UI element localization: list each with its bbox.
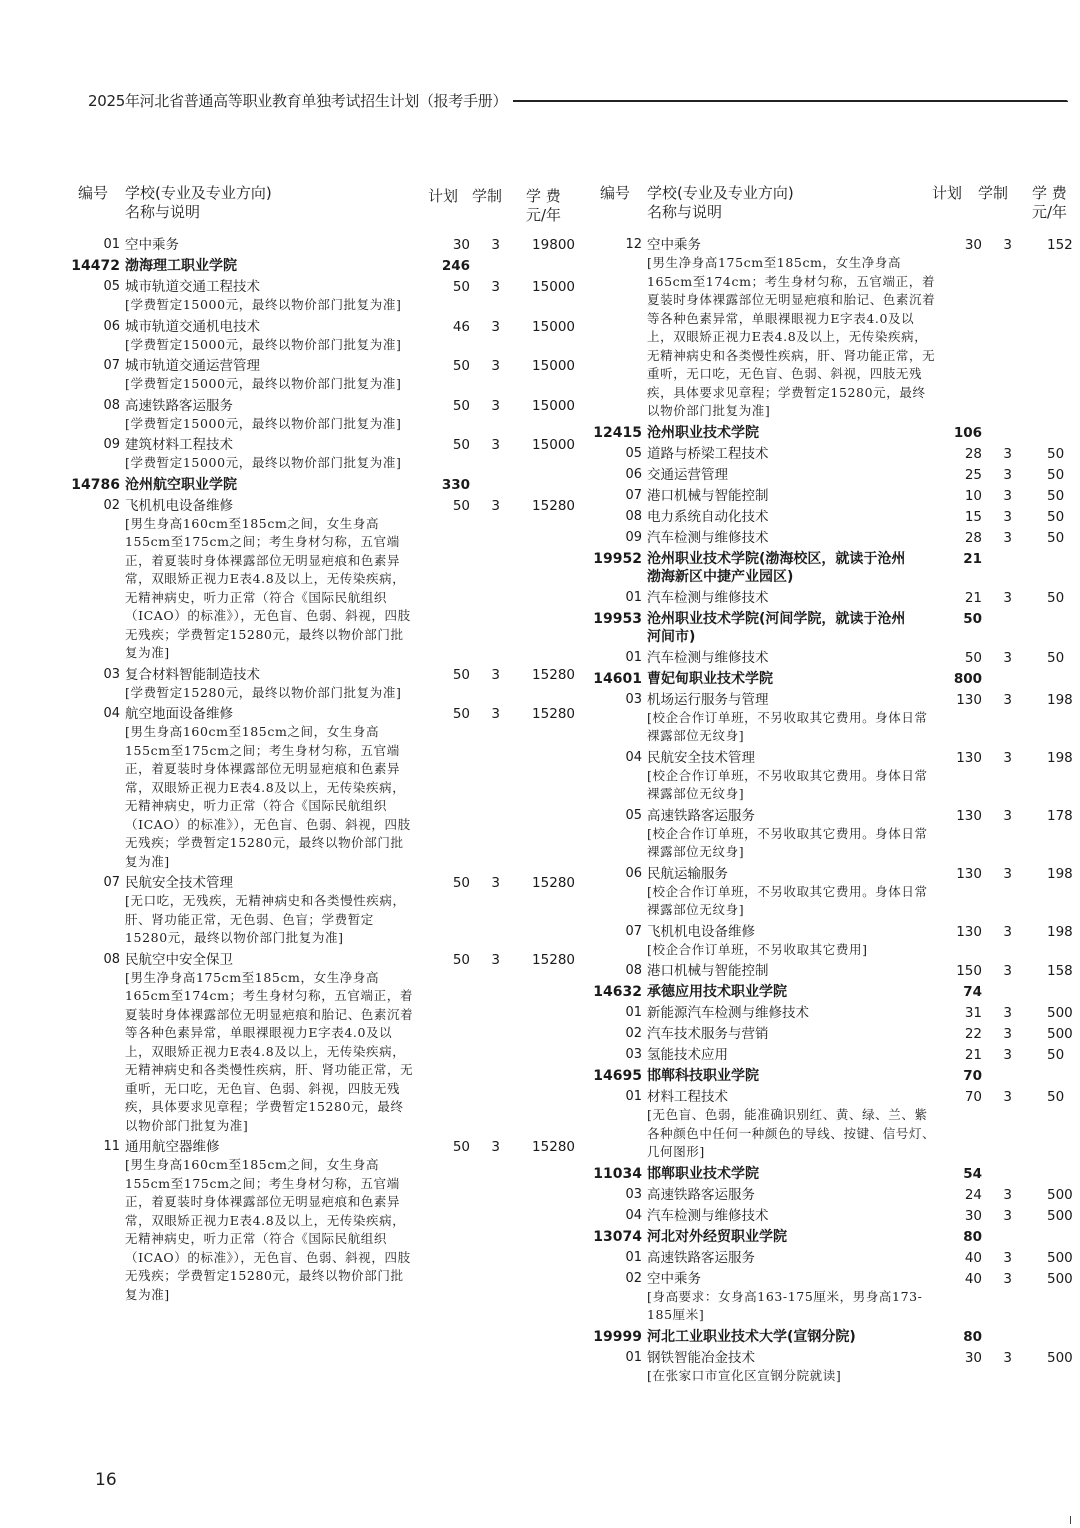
- major-code: 02: [103, 497, 120, 513]
- tuition-fee: 500: [1047, 1005, 1073, 1021]
- major-code: 03: [625, 1186, 642, 1202]
- study-years: 3: [1003, 923, 1012, 940]
- tuition-fee: 15000: [532, 437, 575, 453]
- major-name: 氢能技术应用: [647, 1047, 728, 1063]
- major-code: 03: [103, 666, 120, 682]
- major-code: 04: [625, 1207, 642, 1223]
- school-row: [592, 1328, 1080, 1346]
- study-years: 3: [491, 706, 500, 722]
- tuition-fee: 178: [1047, 807, 1073, 824]
- study-years: 3: [1003, 1089, 1012, 1105]
- tuition-fee: 198: [1047, 865, 1073, 882]
- tuition-fee: 198: [1047, 923, 1073, 940]
- plan-count: 50: [452, 1139, 470, 1155]
- plan-count: 30: [964, 1207, 982, 1224]
- tuition-fee: 50: [1047, 529, 1065, 546]
- major-code: 04: [625, 749, 642, 765]
- school-code: 19953: [593, 610, 642, 627]
- school-row: [592, 610, 1080, 646]
- plan-count: 21: [964, 589, 982, 606]
- major-note: [学费暂定15000元，最终以物价部门批复为准]: [125, 415, 402, 431]
- major-name: 空中乘务: [647, 1270, 701, 1287]
- header-fee-line1: 学 费: [526, 187, 561, 205]
- plan-count: 130: [956, 691, 982, 708]
- major-name: 城市轨道交通机电技术: [125, 318, 260, 335]
- major-row: [70, 705, 580, 723]
- major-name: 复合材料智能制造技术: [125, 666, 260, 683]
- plan-count: 70: [963, 1068, 982, 1084]
- major-row: [592, 923, 1080, 941]
- major-name: 航空地面设备维修: [125, 706, 233, 722]
- major-note: [校企合作订单班，不另收取其它费用。身体日常裸露部位无纹身]: [647, 709, 928, 743]
- plan-count: 130: [956, 865, 982, 882]
- header-name-line1: 学校(专业及专业方向): [125, 184, 272, 202]
- major-code: 05: [103, 279, 120, 294]
- study-years: 3: [1003, 807, 1012, 824]
- study-years: 3: [491, 358, 500, 374]
- study-years: 3: [491, 666, 500, 683]
- study-years: 3: [491, 279, 500, 295]
- tuition-fee: 50: [1047, 508, 1065, 525]
- study-years: 3: [1003, 445, 1012, 462]
- major-code: 06: [625, 865, 642, 881]
- major-name: 汽车检测与维修技术: [647, 589, 769, 606]
- plan-count: 50: [452, 875, 470, 891]
- major-name: 机场运行服务与管理: [647, 691, 769, 708]
- plan-count: 130: [956, 807, 982, 824]
- plan-count: 30: [452, 237, 470, 253]
- major-row: [70, 357, 580, 375]
- major-code: 08: [103, 951, 120, 967]
- major-name: 城市轨道交通运营管理: [125, 358, 260, 374]
- major-row: [70, 874, 580, 892]
- school-row: [592, 670, 1080, 688]
- major-code: 08: [625, 963, 642, 978]
- school-row: [592, 424, 1080, 442]
- header-plan: 计划: [932, 184, 963, 202]
- tuition-fee: 50: [1047, 466, 1065, 483]
- major-row: [592, 589, 1080, 607]
- major-code: 07: [625, 487, 642, 503]
- plan-count: 50: [452, 666, 470, 683]
- study-years: 3: [1003, 1270, 1012, 1287]
- major-row: [592, 807, 1080, 825]
- major-note: [校企合作订单班，不另收取其它费用]: [647, 941, 868, 957]
- major-note: [男生身高160cm至185cm之间，女生身高155cm至175cm之间；考生身材匀称，五官端正，着夏装时身体裸露部位无明显疤痕和色素异常，双眼矫正视力E表4.8及以上，无传染疾病，无精神病史，听力正常（符合《国际民航组织（ICAO）的标准》），无色盲、色弱、斜视，四肢无残疾；学费暂定15280元，最终以物价部门批复为准]: [125, 515, 411, 660]
- plan-count: 10: [964, 487, 982, 504]
- major-name: 钢铁智能冶金技术: [647, 1349, 755, 1366]
- plan-count: 40: [964, 1249, 982, 1266]
- major-note: [学费暂定15280元，最终以物价部门批复为准]: [125, 684, 402, 700]
- major-name: 汽车检测与维修技术: [647, 529, 769, 546]
- school-name: 承德应用技术职业学院: [647, 984, 787, 1000]
- plan-count: 130: [956, 749, 982, 766]
- study-years: 3: [1003, 508, 1012, 525]
- study-years: 3: [1003, 529, 1012, 546]
- plan-count: 106: [953, 424, 982, 441]
- plan-count: 800: [953, 670, 982, 687]
- school-code: 19999: [593, 1328, 642, 1345]
- tuition-fee: 15280: [532, 951, 575, 968]
- tuition-fee: 50: [1047, 589, 1065, 606]
- major-row: [592, 236, 1080, 254]
- tuition-fee: 15280: [532, 666, 575, 683]
- tuition-fee: 198: [1047, 691, 1073, 708]
- school-name: 渤海理工职业学院: [125, 258, 237, 274]
- major-row: [592, 1186, 1080, 1204]
- major-note: [无口吃，无残疾，无精神病史和各类慢性疾病，肝、肾功能正常，无色弱、色盲；学费暂定15280元，最终以物价部门批复为准]: [125, 893, 406, 945]
- major-row: [592, 1046, 1080, 1064]
- school-name: 沧州航空职业学院: [125, 476, 237, 493]
- major-note: [男生净身高175cm至185cm，女生净身高165cm至174cm；考生身材匀称，五官端正，着夏装时身体裸露部位无明显疤痕和胎记、色素沉着等各种色素异常，单眼裸眼视力E字表4.0及以上，双眼矫正视力E表4.8及以上，无传染疾病，无精神病史和各类慢性疾病，肝、肾功能正常，无重听，无口吃，无色盲、色弱、斜视，四肢无残疾，具体要求见章程；学费暂定15280元，最终以物价部门批复为准]: [647, 255, 936, 418]
- major-row: [592, 1025, 1080, 1043]
- major-row: [592, 466, 1080, 484]
- major-row: [592, 691, 1080, 709]
- major-row: [592, 1349, 1080, 1367]
- school-name: 邯郸职业技术学院: [647, 1165, 759, 1182]
- major-note: [男生净身高175cm至185cm，女生净身高165cm至174cm；考生身材匀称，五官端正，着夏装时身体裸露部位无明显疤痕和胎记、色素沉着等各种色素异常，单眼裸眼视力E字表4.0及以上，双眼矫正视力E表4.8及以上，无传染疾病，无精神病史和各类慢性疾病，肝、肾功能正常，无重听，无口吃，无色盲、色弱、斜视，四肢无残疾，具体要求见章程；学费暂定15280元，最终以物价部门批复为准]: [125, 969, 414, 1133]
- school-code: 13074: [593, 1228, 642, 1245]
- tuition-fee: 198: [1047, 749, 1073, 766]
- school-row: [592, 1228, 1080, 1246]
- major-code: 02: [625, 1270, 642, 1286]
- major-row: [70, 951, 580, 969]
- school-row: [592, 550, 1080, 586]
- major-name: 飞机机电设备维修: [647, 923, 755, 940]
- study-years: 3: [1003, 1005, 1012, 1021]
- plan-count: 50: [452, 497, 470, 514]
- tuition-fee: 500: [1047, 1186, 1073, 1203]
- major-row: [70, 236, 580, 254]
- plan-count: 30: [964, 1349, 982, 1366]
- study-years: 3: [1003, 487, 1012, 504]
- major-row: [592, 865, 1080, 883]
- tuition-fee: 500: [1047, 1270, 1073, 1287]
- school-code: 14472: [71, 258, 120, 274]
- major-row: [70, 497, 580, 515]
- tuition-fee: 15280: [532, 706, 575, 722]
- major-note: [学费暂定15000元，最终以物价部门批复为准]: [125, 376, 402, 391]
- major-name: 汽车技术服务与营销: [647, 1026, 769, 1042]
- school-row: [592, 983, 1080, 1001]
- plan-count: 25: [964, 466, 982, 483]
- school-name: 邯郸科技职业学院: [647, 1068, 759, 1084]
- school-code: 14786: [71, 476, 120, 493]
- header-rule: [513, 100, 1068, 102]
- major-name: 港口机械与智能控制: [647, 487, 769, 504]
- major-row: [592, 962, 1080, 980]
- major-row: [592, 1207, 1080, 1225]
- plan-count: 21: [963, 550, 982, 567]
- study-years: 3: [491, 951, 500, 968]
- major-note: [校企合作订单班，不另收取其它费用。身体日常裸露部位无纹身]: [647, 825, 928, 859]
- plan-count: 246: [441, 258, 470, 274]
- tuition-fee: 500: [1047, 1349, 1073, 1366]
- plan-count: 22: [964, 1026, 982, 1042]
- major-code: 05: [625, 445, 642, 461]
- major-code: 07: [625, 923, 642, 939]
- major-code: 07: [103, 358, 120, 373]
- major-row: [592, 487, 1080, 505]
- major-name: 空中乘务: [647, 237, 701, 253]
- major-code: 09: [625, 529, 642, 545]
- major-name: 通用航空器维修: [125, 1139, 220, 1155]
- major-note: [身高要求：女身高163-175厘米，男身高173-185厘米]: [647, 1288, 923, 1322]
- right-column: [592, 182, 1080, 1387]
- header-fee-line2: 元/年: [526, 206, 562, 224]
- plan-count: 31: [964, 1005, 982, 1021]
- header-name-line1: 学校(专业及专业方向): [647, 184, 794, 202]
- plan-count: 50: [964, 649, 982, 666]
- plan-count: 50: [452, 279, 470, 295]
- school-code: 14601: [593, 670, 642, 687]
- plan-count: 80: [963, 1228, 982, 1245]
- tuition-fee: 50: [1047, 1089, 1065, 1105]
- school-code: 11034: [593, 1165, 642, 1182]
- major-name: 道路与桥梁工程技术: [647, 445, 769, 462]
- study-years: 3: [491, 397, 500, 414]
- major-row: [70, 318, 580, 336]
- study-years: 3: [491, 875, 500, 891]
- header-code: 编号: [600, 184, 631, 202]
- study-years: 3: [1003, 237, 1012, 253]
- plan-count: 30: [964, 237, 982, 253]
- header-name-line2: 名称与说明: [647, 203, 723, 221]
- tuition-fee: 500: [1047, 1249, 1073, 1266]
- school-name: 沧州职业技术学院(河间学院，就读于沧州河间市): [647, 610, 906, 645]
- major-name: 民航安全技术管理: [647, 749, 755, 766]
- major-name: 电力系统自动化技术: [647, 508, 769, 525]
- plan-count: 50: [452, 358, 470, 374]
- major-name: 汽车检测与维修技术: [647, 1207, 769, 1224]
- major-code: 01: [625, 1005, 642, 1020]
- major-row: [592, 508, 1080, 526]
- major-note: [男生身高160cm至185cm之间，女生身高155cm至175cm之间；考生身材匀称，五官端正，着夏装时身体裸露部位无明显疤痕和色素异常，双眼矫正视力E表4.8及以上，无传染疾病，无精神病史，听力正常（符合《国际民航组织（ICAO）的标准》），无色盲、色弱、斜视，四肢无残疾；学费暂定15280元，最终以物价部门批复为准]: [125, 1157, 411, 1302]
- study-years: 3: [1003, 1349, 1012, 1366]
- major-name: 材料工程技术: [647, 1089, 728, 1105]
- study-years: 3: [1003, 963, 1012, 979]
- major-name: 城市轨道交通工程技术: [125, 279, 260, 295]
- major-name: 民航空中安全保卫: [125, 951, 233, 968]
- plan-count: 40: [964, 1270, 982, 1287]
- study-years: 3: [1003, 865, 1012, 882]
- major-name: 民航安全技术管理: [125, 875, 233, 891]
- column-header: [70, 182, 580, 230]
- tuition-fee: 15000: [532, 279, 575, 295]
- school-row: [592, 1165, 1080, 1183]
- school-name: 沧州职业技术学院(渤海校区，就读于沧州渤海新区中捷产业园区): [647, 550, 906, 585]
- study-years: 3: [1003, 1207, 1012, 1224]
- major-note: [学费暂定15000元，最终以物价部门批复为准]: [125, 336, 402, 352]
- major-row: [592, 749, 1080, 767]
- major-code: 01: [625, 589, 642, 605]
- major-code: 09: [103, 437, 120, 452]
- header-code: 编号: [78, 184, 109, 202]
- tuition-fee: 15000: [532, 358, 575, 374]
- plan-count: 74: [963, 984, 982, 1000]
- major-code: 06: [625, 466, 642, 482]
- school-code: 14632: [593, 984, 642, 1000]
- school-row: [70, 476, 580, 494]
- major-code: 07: [103, 875, 120, 890]
- scan-mark: [1070, 1516, 1071, 1524]
- plan-count: 50: [452, 706, 470, 722]
- school-code: 12415: [593, 424, 642, 441]
- study-years: 3: [491, 237, 500, 253]
- tuition-fee: 50: [1047, 649, 1065, 666]
- major-code: 05: [625, 807, 642, 823]
- header-plan: 计划: [428, 187, 459, 205]
- plan-count: 50: [452, 397, 470, 414]
- major-code: 12: [625, 237, 642, 252]
- major-note: [校企合作订单班，不另收取其它费用。身体日常裸露部位无纹身]: [647, 883, 928, 917]
- major-name: 新能源汽车检测与维修技术: [647, 1005, 809, 1021]
- major-code: 01: [625, 1089, 642, 1104]
- major-row: [70, 666, 580, 684]
- study-years: 3: [1003, 749, 1012, 766]
- major-note: [学费暂定15000元，最终以物价部门批复为准]: [125, 297, 402, 312]
- major-note: [在张家口市宣化区宣钢分院就读]: [647, 1367, 842, 1383]
- plan-count: 70: [964, 1089, 982, 1105]
- school-name: 曹妃甸职业技术学院: [647, 670, 773, 687]
- major-code: 02: [625, 1026, 642, 1041]
- major-name: 民航运输服务: [647, 865, 728, 882]
- study-years: 3: [1003, 649, 1012, 666]
- page-number: 16: [95, 1470, 117, 1490]
- study-years: 3: [1003, 1249, 1012, 1266]
- left-rows: [70, 236, 580, 1304]
- major-note: [校企合作订单班，不另收取其它费用。身体日常裸露部位无纹身]: [647, 767, 928, 801]
- school-code: 14695: [593, 1068, 642, 1084]
- major-code: 01: [625, 1249, 642, 1265]
- study-years: 3: [1003, 466, 1012, 483]
- tuition-fee: 152: [1047, 237, 1073, 253]
- plan-count: 80: [963, 1328, 982, 1345]
- major-name: 港口机械与智能控制: [647, 963, 769, 979]
- major-row: [70, 397, 580, 415]
- plan-count: 150: [956, 963, 982, 979]
- study-years: 3: [491, 497, 500, 514]
- major-row: [70, 278, 580, 296]
- header-fee-line2: 元/年: [1032, 203, 1068, 221]
- major-name: 高速铁路客运服务: [647, 1186, 755, 1203]
- major-name: 高速铁路客运服务: [647, 807, 755, 824]
- tuition-fee: 15280: [532, 875, 575, 891]
- major-row: [70, 1138, 580, 1156]
- study-years: 3: [491, 318, 500, 335]
- tuition-fee: 19800: [532, 237, 575, 253]
- tuition-fee: 50: [1047, 1047, 1065, 1063]
- major-row: [70, 436, 580, 454]
- study-years: 3: [491, 1139, 500, 1155]
- tuition-fee: 158: [1047, 963, 1073, 979]
- school-name: 河北工业职业技术大学(宣钢分院): [647, 1328, 856, 1345]
- running-header: [88, 88, 1068, 112]
- study-years: 3: [1003, 589, 1012, 606]
- study-years: 3: [491, 437, 500, 453]
- plan-count: 330: [441, 476, 470, 493]
- major-name: 高速铁路客运服务: [647, 1249, 755, 1266]
- major-name: 高速铁路客运服务: [125, 397, 233, 414]
- major-code: 01: [625, 649, 642, 665]
- major-row: [592, 529, 1080, 547]
- plan-count: 46: [452, 318, 470, 335]
- major-code: 08: [625, 508, 642, 524]
- major-row: [592, 1270, 1080, 1288]
- school-name: 沧州职业技术学院: [647, 424, 759, 441]
- column-header: [592, 182, 1080, 230]
- tuition-fee: 15000: [532, 318, 575, 335]
- left-column: [70, 182, 580, 1306]
- major-code: 03: [625, 691, 642, 707]
- major-code: 11: [103, 1139, 120, 1154]
- major-code: 03: [625, 1047, 642, 1062]
- major-code: 06: [103, 318, 120, 334]
- header-name-line2: 名称与说明: [125, 203, 201, 221]
- right-rows: [592, 236, 1080, 1385]
- major-row: [592, 445, 1080, 463]
- major-name: 飞机机电设备维修: [125, 497, 233, 514]
- school-row: [592, 1067, 1080, 1085]
- plan-count: 24: [964, 1186, 982, 1203]
- tuition-fee: 15280: [532, 1139, 575, 1155]
- major-code: 01: [625, 1349, 642, 1365]
- plan-count: 130: [956, 923, 982, 940]
- major-row: [592, 1004, 1080, 1022]
- plan-count: 50: [452, 437, 470, 453]
- major-code: 01: [103, 237, 120, 252]
- major-name: 交通运营管理: [647, 466, 728, 483]
- major-code: 04: [103, 706, 120, 721]
- running-title: 2025年河北省普通高等职业教育单独考试招生计划（报考手册）: [88, 91, 508, 110]
- header-years: 学制: [472, 187, 503, 205]
- major-row: [592, 1249, 1080, 1267]
- plan-count: 54: [963, 1165, 982, 1182]
- tuition-fee: 50: [1047, 445, 1065, 462]
- plan-count: 15: [964, 508, 982, 525]
- study-years: 3: [1003, 1186, 1012, 1203]
- study-years: 3: [1003, 1047, 1012, 1063]
- school-row: [70, 257, 580, 275]
- header-years: 学制: [978, 184, 1009, 202]
- plan-count: 28: [964, 529, 982, 546]
- major-name: 汽车检测与维修技术: [647, 649, 769, 666]
- plan-count: 21: [964, 1047, 982, 1063]
- plan-count: 50: [963, 610, 982, 627]
- plan-count: 28: [964, 445, 982, 462]
- tuition-fee: 15280: [532, 497, 575, 514]
- major-code: 08: [103, 397, 120, 413]
- major-note: [学费暂定15000元，最终以物价部门批复为准]: [125, 455, 402, 470]
- school-name: 河北对外经贸职业学院: [647, 1228, 787, 1245]
- tuition-fee: 15000: [532, 397, 575, 414]
- major-row: [592, 1088, 1080, 1106]
- tuition-fee: 50: [1047, 487, 1065, 504]
- major-row: [592, 649, 1080, 667]
- major-note: [无色盲、色弱，能准确识别红、黄、绿、兰、紫各种颜色中任何一种颜色的导线、按键、信号灯、几何图形]: [647, 1107, 936, 1159]
- plan-count: 50: [452, 951, 470, 968]
- major-note: [男生身高160cm至185cm之间，女生身高155cm至175cm之间；考生身材匀称，五官端正，着夏装时身体裸露部位无明显疤痕和色素异常，双眼矫正视力E表4.8及以上，无传染疾病，无精神病史，听力正常（符合《国际民航组织（ICAO）的标准》），无色盲、色弱、斜视，四肢无残疾；学费暂定15280元，最终以物价部门批复为准]: [125, 724, 411, 869]
- header-fee-line1: 学 费: [1032, 184, 1067, 202]
- study-years: 3: [1003, 691, 1012, 708]
- major-name: 空中乘务: [125, 237, 179, 253]
- tuition-fee: 500: [1047, 1026, 1073, 1042]
- school-code: 19952: [593, 550, 642, 567]
- study-years: 3: [1003, 1026, 1012, 1042]
- tuition-fee: 500: [1047, 1207, 1073, 1224]
- major-name: 建筑材料工程技术: [125, 437, 233, 453]
